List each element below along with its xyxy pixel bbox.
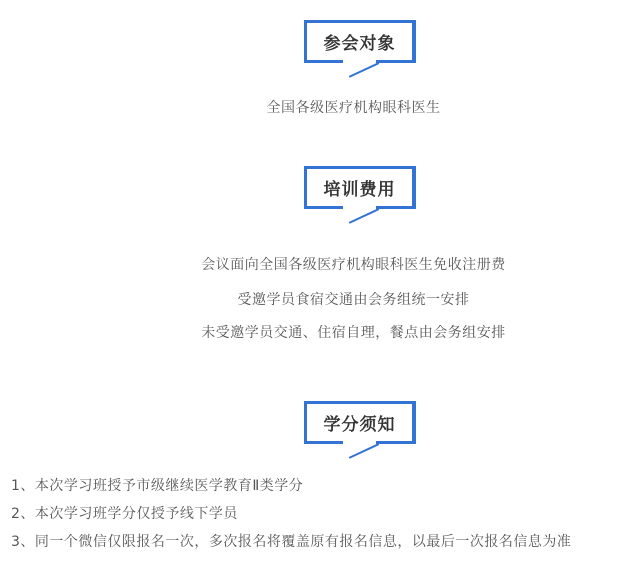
- bubble-tail-icon: [349, 208, 380, 224]
- bubble-tail-gap: [343, 59, 376, 63]
- bubble-tail-icon: [349, 443, 380, 459]
- section-title: 参会对象: [323, 34, 396, 54]
- bubble-tail-gap: [343, 205, 376, 209]
- section-title: 培训费用: [323, 180, 396, 200]
- fee-line: 未受邀学员交通、住宿自理，餐点由会务组安排: [201, 325, 506, 341]
- bubble-tail-icon: [349, 62, 380, 78]
- participants-text: 全国各级医疗机构眼科医生: [266, 100, 441, 116]
- fee-line: 会议面向全国各级医疗机构眼科医生免收注册费: [201, 257, 506, 273]
- fee-line: 受邀学员食宿交通由会务组统一安排: [237, 292, 470, 308]
- section-title: 学分须知: [323, 415, 396, 435]
- bubble-tail-gap: [343, 440, 376, 444]
- credit-notes-list: [11, 476, 635, 552]
- section-header-participants: [304, 20, 416, 63]
- list-item: 2、本次学习班学分仅授予线下学员: [11, 506, 238, 522]
- list-item: 3、同一个微信仅限报名一次，多次报名将覆盖原有报名信息，以最后一次报名信息为准: [11, 534, 572, 550]
- section-header-fees: [304, 166, 416, 209]
- section-header-credits: [304, 401, 416, 444]
- list-item: 1、本次学习班授予市级继续医学教育Ⅱ类学分: [11, 478, 304, 494]
